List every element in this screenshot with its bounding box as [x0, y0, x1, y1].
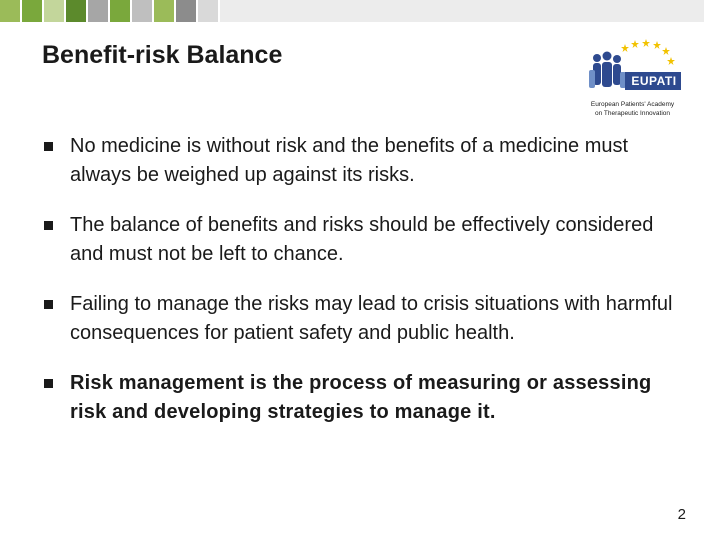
square-bullet-icon: [44, 142, 53, 151]
strip-block: [44, 0, 64, 22]
strip-block: [88, 0, 108, 22]
eupati-logo-name: EUPATI: [631, 74, 677, 88]
logo-caption: [575, 100, 690, 118]
strip-block: [220, 0, 704, 22]
bullet-text: Risk management is the process of measuring or assessing risk and developing strategies to manage it.: [70, 372, 652, 423]
strip-block: [0, 0, 20, 22]
strip-block: [154, 0, 174, 22]
eupati-logo: [575, 36, 690, 116]
bullet-text: The balance of benefits and risks should be effectively considered and must not be left to chance.: [70, 214, 654, 265]
page-number: 2: [677, 506, 686, 523]
square-bullet-icon: [44, 300, 53, 309]
strip-block: [132, 0, 152, 22]
strip-block: [110, 0, 130, 22]
bullet-item: [42, 132, 682, 190]
bullet-list: [42, 132, 682, 448]
strip-block: [66, 0, 86, 22]
logo-caption-line-2: on Therapeutic Innovation: [594, 110, 671, 117]
strip-block: [176, 0, 196, 22]
strip-block: [22, 0, 42, 22]
bullet-item-emphasis: [42, 369, 682, 427]
square-bullet-icon: [44, 379, 53, 388]
bullet-text: No medicine is without risk and the benefits of a medicine must always be weighed up against its risks.: [70, 135, 629, 186]
bullet-item: [42, 211, 682, 269]
eupati-logo-icon: [585, 36, 685, 98]
decorative-color-strip: [0, 0, 720, 22]
logo-caption-line-1: European Patients' Academy: [590, 101, 675, 108]
strip-block: [198, 0, 218, 22]
square-bullet-icon: [44, 221, 53, 230]
bullet-item: [42, 290, 682, 348]
bullet-text: Failing to manage the risks may lead to crisis situations with harmful consequences for patient safety and public health.: [70, 293, 673, 344]
slide-title: Benefit-risk Balance: [42, 41, 283, 69]
